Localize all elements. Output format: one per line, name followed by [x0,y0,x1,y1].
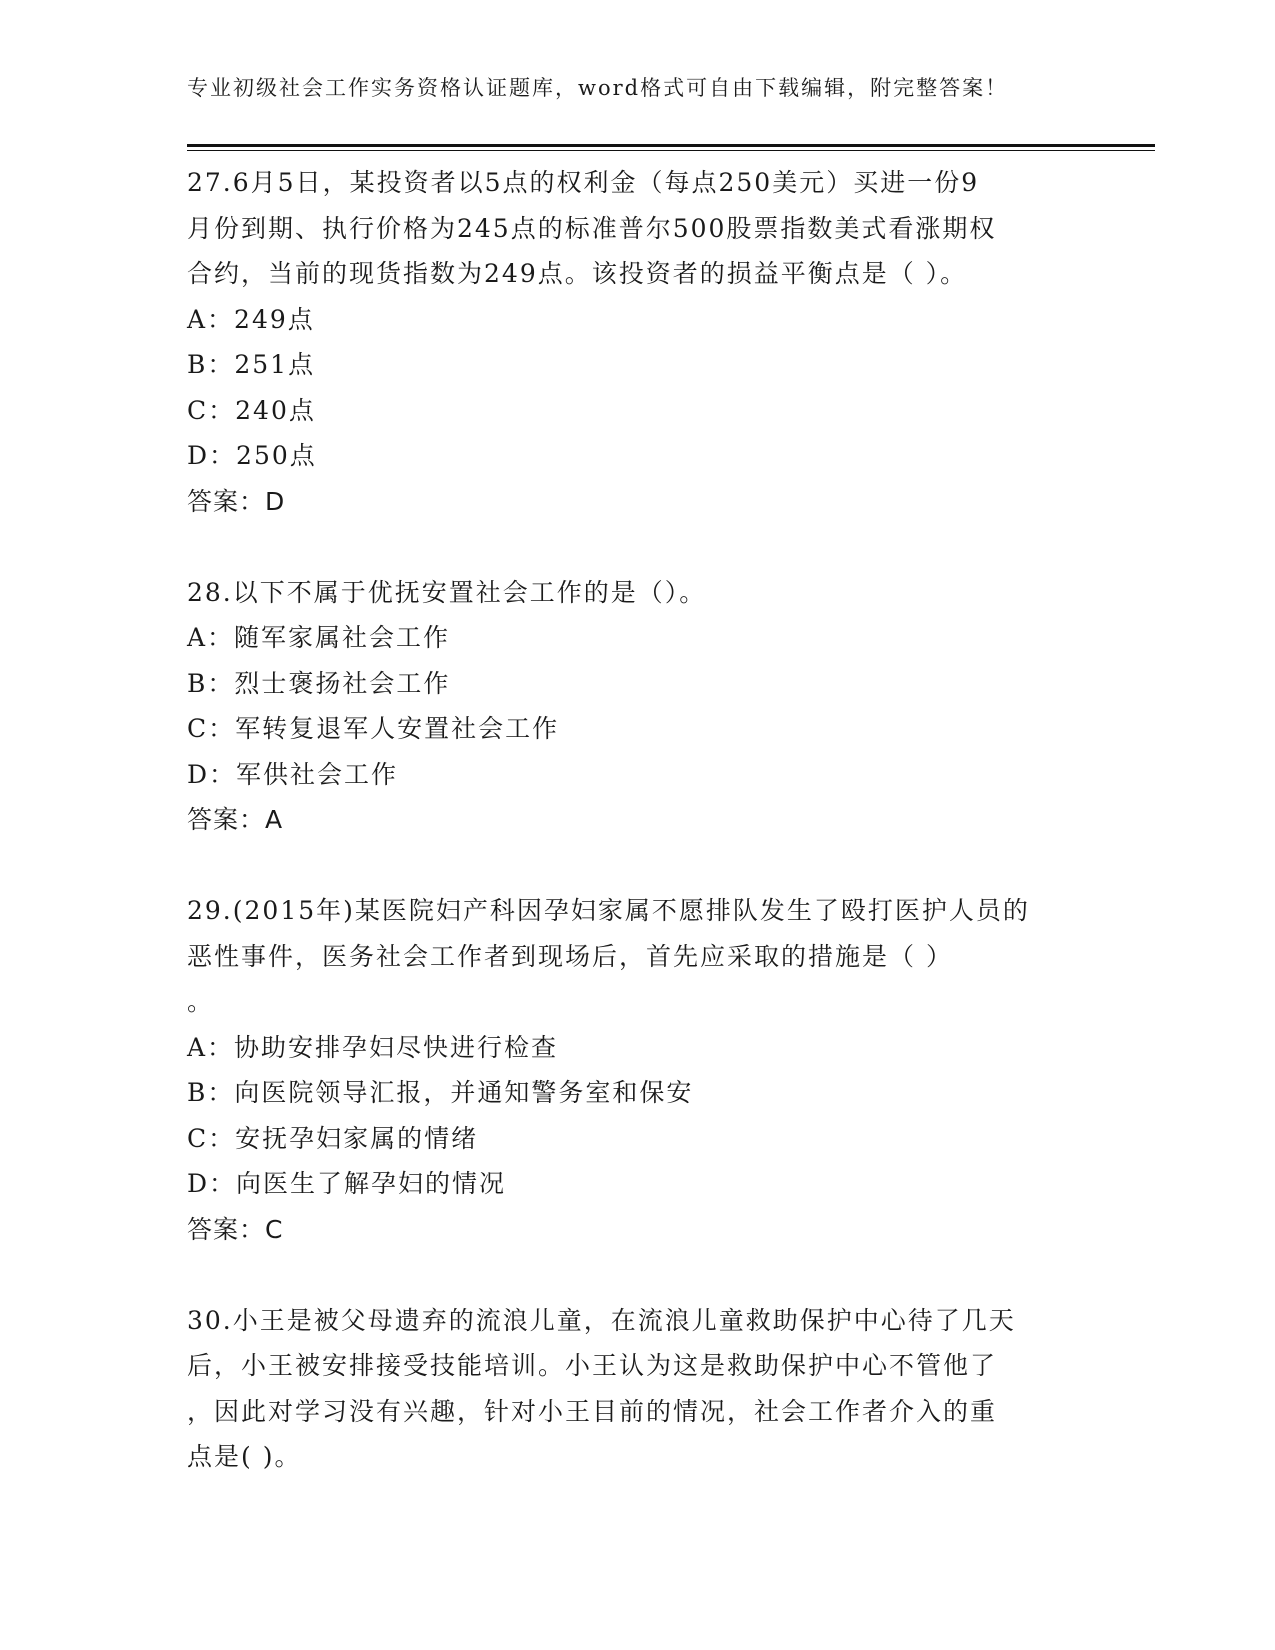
question-stem-line: 点是( )。 [187,1442,302,1471]
question-stem-line: 。 [187,987,215,1016]
spacer [187,1252,1067,1298]
question-stem-line: ，因此对学习没有兴趣，针对小王目前的情况，社会工作者介入的重 [187,1396,998,1426]
spacer [187,843,1067,889]
option-c: C：240点 [187,395,316,425]
question-30 [187,1298,1067,1480]
header-rule-thin [187,150,1155,151]
option-a: A：协助安排孕妇尽快进行检查 [187,1032,559,1062]
option-d: D：向医生了解孕妇的情况 [187,1169,507,1198]
option-c: C：安抚孕妇家属的情绪 [187,1123,479,1153]
question-stem-line: 后，小王被安排接受技能培训。小王认为这是救助保护中心不管他了 [187,1351,998,1380]
question-stem-line: 月份到期、执行价格为245点的标准普尔500股票指数美式看涨期权 [187,213,997,243]
option-c: C：军转复退军人安置社会工作 [187,714,560,743]
question-stem-line: 恶性事件，医务社会工作者到现场后，首先应采取的措施是（ ） [187,941,953,971]
option-a: A：249点 [187,304,315,334]
question-stem-line: 28.以下不属于优抚安置社会工作的是（）。 [187,577,707,607]
question-stem-line: 29.(2015年)某医院妇产科因孕妇家属不愿排队发生了殴打医护人员的 [187,896,1030,925]
spacer [187,524,1067,570]
question-list [187,160,1067,1480]
option-b: B：251点 [187,350,316,379]
question-stem-line: 合约，当前的现货指数为249点。该投资者的损益平衡点是（ ）。 [187,259,968,288]
option-b: B：向医院领导汇报，并通知警务室和保安 [187,1078,694,1107]
option-a: A：随军家属社会工作 [187,623,451,652]
question-stem-line: 30.小王是被父母遗弃的流浪儿童，在流浪儿童救助保护中心待了几天 [187,1305,1016,1335]
header-rule-thick [187,144,1155,147]
question-29 [187,888,1067,1252]
option-b: B：烈士褒扬社会工作 [187,668,451,698]
option-d: D：军供社会工作 [187,759,399,789]
answer-line: 答案：C [187,1214,284,1244]
answer-line: 答案：D [187,486,286,516]
question-28 [187,570,1067,843]
question-stem-line: 27.6月5日，某投资者以5点的权利金（每点250美元）买进一份9 [187,168,980,197]
question-27 [187,160,1067,524]
option-d: D：250点 [187,441,317,470]
page-header: 专业初级社会工作实务资格认证题库，word格式可自由下载编辑，附完整答案！ [187,76,1009,100]
answer-line: 答案：A [187,805,284,834]
